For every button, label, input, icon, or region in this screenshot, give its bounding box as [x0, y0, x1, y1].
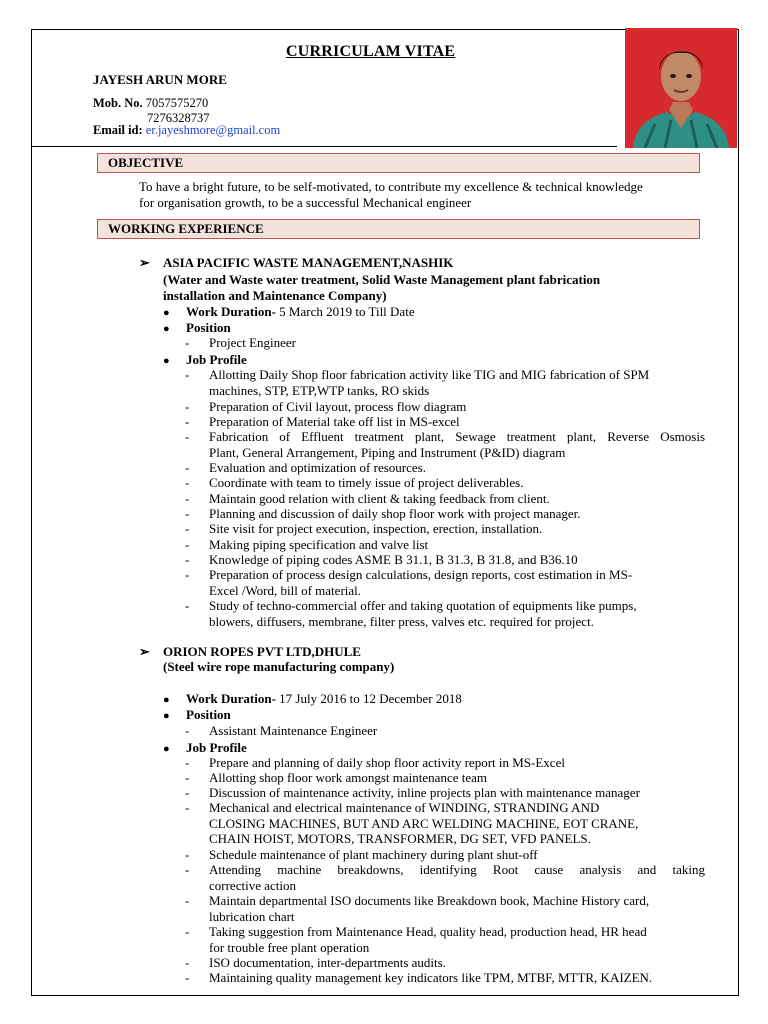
experience-heading: WORKING EXPERIENCE [97, 219, 700, 239]
objective-heading: OBJECTIVE [97, 153, 700, 173]
duty-item: - Maintaining quality management key indicators like TPM, MTBF, MTTR, KAIZEN. [185, 970, 653, 985]
mobile-number-2: 7276328737 [147, 111, 210, 125]
job-profile-label: ● Job Profile [163, 352, 247, 367]
duty-item: - Coordinate with team to timely issue of project deliverables. [185, 475, 524, 490]
duty-item: - Fabrication of Effluent treatment plant, Sewage treatment plant, Reverse Osmosis Plant, General Arrangement, Piping and Instrument (P&ID) diagram [185, 429, 705, 460]
position-value: - Project Engineer [185, 335, 296, 350]
duty-item: - Study of techno-commercial offer and taking quotation of equipments like pumps, blowers, diffusers, membrane, filter press, valves etc. required for project. [185, 598, 637, 629]
company-name: ➢ ORION ROPES PVT LTD,DHULE [139, 644, 361, 659]
duty-item: - Prepare and planning of daily shop floor activity report in MS-Excel [185, 755, 565, 770]
duty-item: - Maintain departmental ISO documents like Breakdown book, Machine History card, lubrication chart [185, 893, 650, 924]
objective-text: To have a bright future, to be self-motivated, to contribute my excellence & technical knowledge for organisation growth, to be a successful Mechanical engineer [139, 179, 643, 210]
position-value: - Assistant Maintenance Engineer [185, 723, 378, 738]
job-profile-label: ● Job Profile [163, 740, 247, 755]
email-line: Email id: er.jayeshmore@gmail.com [93, 123, 281, 137]
mobile-number-1: Mob. No. 7057575270 [93, 96, 209, 110]
company-description: (Water and Waste water treatment, Solid Waste Management plant fabrication installation and Maintenance Company) [163, 272, 601, 303]
email-link[interactable]: er.jayeshmore@gmail.com [145, 123, 281, 137]
duty-item: - Knowledge of piping codes ASME B 31.1, B 31.3, B 31.8, and B36.10 [185, 552, 578, 567]
company-name: ➢ ASIA PACIFIC WASTE MANAGEMENT,NASHIK [139, 255, 454, 270]
duty-item: - Site visit for project execution, inspection, erection, installation. [185, 521, 543, 536]
profile-photo [625, 28, 737, 148]
duty-item: - Preparation of Civil layout, process flow diagram [185, 399, 467, 414]
duty-item: - Allotting shop floor work amongst maintenance team [185, 770, 487, 785]
duty-item: - Discussion of maintenance activity, inline projects plan with maintenance manager [185, 785, 640, 800]
candidate-name: JAYESH ARUN MORE [93, 72, 227, 87]
duty-item: - Making piping specification and valve list [185, 537, 429, 552]
work-duration: ● Work Duration- 17 July 2016 to 12 December 2018 [163, 691, 462, 706]
duty-item: - Planning and discussion of daily shop floor work with project manager. [185, 506, 581, 521]
duty-item: - Taking suggestion from Maintenance Head, quality head, production head, HR head for trouble free plant operation [185, 924, 647, 955]
document-title: CURRICULAM VITAE [286, 43, 456, 60]
work-duration: ● Work Duration- 5 March 2019 to Till Date [163, 304, 415, 319]
duty-item: - Maintain good relation with client & taking feedback from client. [185, 491, 550, 506]
duty-item: - Evaluation and optimization of resources. [185, 460, 426, 475]
duty-item: - Allotting Daily Shop floor fabrication activity like TIG and MIG fabrication of SPM machines, STP, ETP,WTP tanks, RO skids [185, 367, 650, 398]
header-divider [31, 146, 617, 147]
duty-item: - Mechanical and electrical maintenance of WINDING, STRANDING AND CLOSING MACHINES, BUT AND ARC WELDING MACHINE, EOT CRANE, CHAIN HOIST, MOTORS, TRANSFORMER, DG SET, VFD PANELS. [185, 800, 639, 846]
position-label: ● Position [163, 320, 231, 335]
portrait-image [625, 28, 737, 148]
duty-item: - ISO documentation, inter-departments audits. [185, 955, 446, 970]
duty-item: - Preparation of Material take off list in MS-excel [185, 414, 460, 429]
company-description: (Steel wire rope manufacturing company) [163, 659, 395, 674]
position-label: ● Position [163, 707, 231, 722]
duty-item: - Schedule maintenance of plant machinery during plant shut-off [185, 847, 538, 862]
duty-item: - Preparation of process design calculations, design reports, cost estimation in MS- Excel /Word, bill of material. [185, 567, 633, 598]
duty-item: - Attending machine breakdowns, identifying Root cause analysis and taking corrective action [185, 862, 705, 893]
